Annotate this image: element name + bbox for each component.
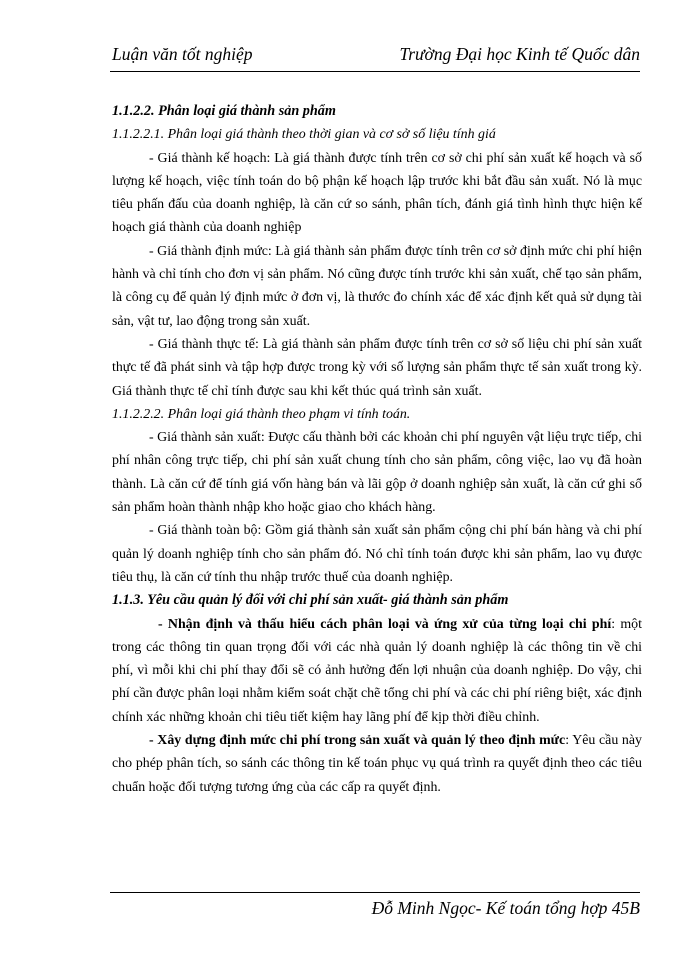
header-right: Trường Đại học Kinh tế Quốc dân — [399, 44, 640, 64]
header-rule — [110, 71, 640, 72]
paragraph-gia-thanh-ke-hoach: - Giá thành kế hoạch: Là giá thành được tính trên cơ sở chi phí sản xuất kế hoạch và số lượng kế hoạch, việc tính toán do bộ phận kế hoạch lập trước khi bắt đầu sản xuất. Nó là mục tiêu phấn đấu của doanh nghiệp, là căn cứ so sánh, phân tích, đánh giá tình hình thực hiện kế hoạch giá thành của doanh nghiệp — [112, 150, 642, 236]
paragraph-xay-dung-lead: - Xây dựng định mức chi phí trong sản xuất và quản lý theo định mức — [149, 733, 566, 749]
heading-1-1-3: 1.1.3. Yêu cầu quản lý đối với chi phí sản xuất- giá thành sản phẩm — [112, 592, 509, 609]
footer-rule — [110, 892, 640, 893]
paragraph-gia-thanh-thuc-te: - Giá thành thực tế: Là giá thành sản phẩm được tính trên cơ sở số liệu chi phí sản xuất thực tế đã phát sinh và tập hợp được trong kỳ với số lượng sản phẩm thực tế sản xuất trong kỳ. Giá thành thực tế chỉ tính được sau khi kết thúc quá trình sản xuất. — [112, 336, 642, 399]
paragraph-xay-dung — [112, 729, 642, 799]
page-header — [112, 44, 640, 66]
paragraph-nhan-dinh-text: : một trong các thông tin quan trọng đối với các nhà quản lý doanh nghiệp là các thông tin về chi phí, vì mỗi khi chi phí thay đổi sẽ có ảnh hưởng đến lợi nhuận của doanh nghiệp. Do vậy, chi phí cần được phân loại nhằm kiểm soát chặt chẽ tổng chi phí và các chi phí riêng biệt, xác định chính xác những khoản chi tiêu tiết kiệm hay lãng phí để kịp thời điều chỉnh. — [112, 616, 642, 725]
heading-1-1-2-2-1: 1.1.2.2.1. Phân loại giá thành theo thời gian và cơ sở số liệu tính giá — [112, 127, 496, 143]
paragraph-nhan-dinh — [112, 613, 642, 729]
paragraph-gia-thanh-dinh-muc: - Giá thành định mức: Là giá thành sản phẩm được tính trên cơ sở định mức chi phí hiện hành và chỉ tính cho đơn vị sản phẩm. Nó cũng được tính trước khi sản xuất, chế tạo sản phẩm, là công cụ để quản lý định mức ở đơn vị, là thước đo chính xác để xác định kết quả sử dụng tài sản, vật tư, lao động trong sản xuất. — [112, 243, 642, 329]
heading-1-1-2-2-2: 1.1.2.2.2. Phân loại giá thành theo phạm vi tính toán. — [112, 406, 411, 422]
heading-1-1-2-2: 1.1.2.2. Phân loại giá thành sản phẩm — [112, 103, 336, 119]
page-footer: Đỗ Minh Ngọc- Kế toán tổng hợp 45B — [371, 898, 640, 918]
paragraph-xay-dung-text: : Yêu cầu này cho phép phân tích, so sánh các thông tin kế toán phục vụ quá trình ra quyết định theo các tiêu chuẩn hoặc đối tượng tương ứng của các cấp ra quyết định. — [112, 733, 642, 795]
paragraph-nhan-dinh-lead: - Nhận định và thấu hiểu cách phân loại và ứng xử của từng loại chi phí — [158, 616, 612, 632]
header-left: Luận văn tốt nghiệp — [112, 44, 253, 64]
paragraph-gia-thanh-toan-bo: - Giá thành toàn bộ: Gồm giá thành sản xuất sản phẩm cộng chi phí bán hàng và chi phí quản lý doanh nghiệp tính cho sản phẩm đó. Nó chỉ tính toán được khi sản phẩm, lao vụ được tiêu thụ, là căn cứ tính thu nhập trước thuế của doanh nghiệp. — [112, 523, 642, 585]
page-body — [112, 100, 642, 799]
paragraph-gia-thanh-san-xuat: - Giá thành sản xuất: Được cấu thành bởi các khoản chi phí nguyên vật liệu trực tiếp, chi phí nhân công trực tiếp, chi phí sản xuất chung tính cho sản phẩm, công việc, lao vụ đã hoàn thành. Là căn cứ để tính giá vốn hàng bán và lãi gộp ở doanh nghiệp sản xuất, là căn cứ ghi sổ sản phẩm hoàn thành nhập kho hoặc giao cho khách hàng. — [112, 430, 643, 516]
